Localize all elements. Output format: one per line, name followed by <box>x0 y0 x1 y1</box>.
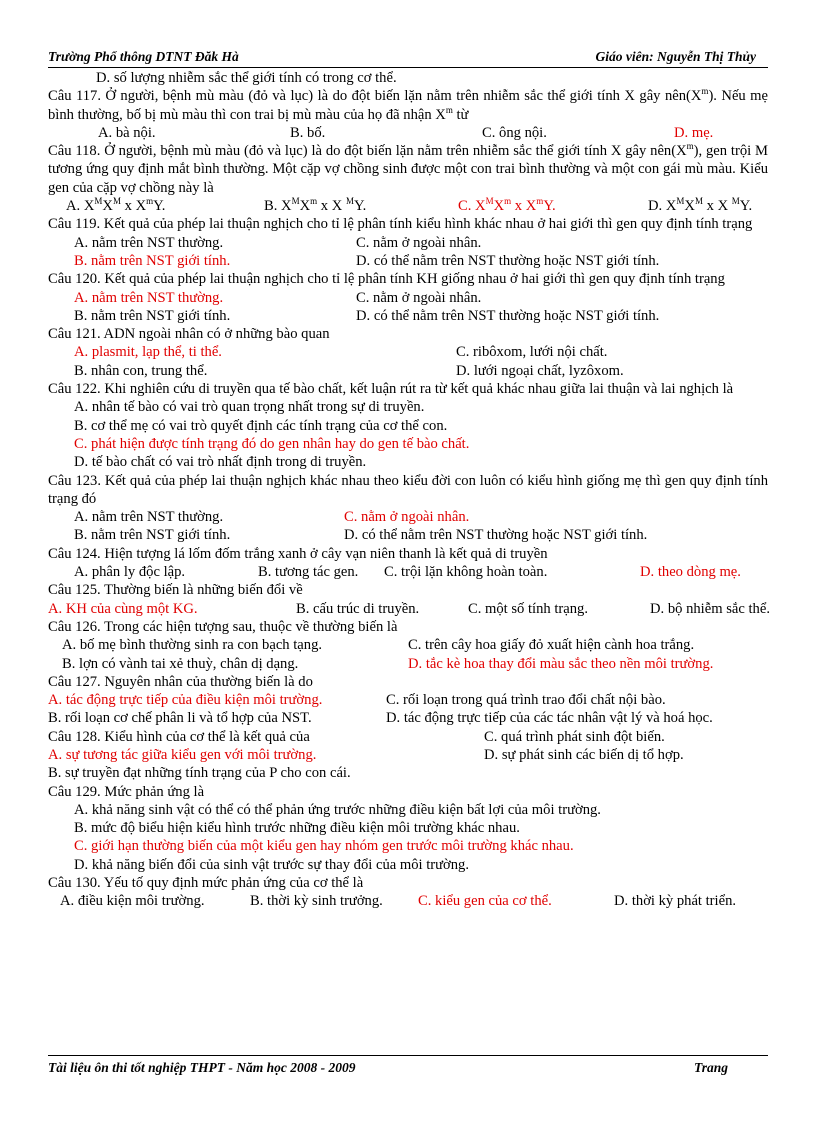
page-label: Trang <box>693 1060 728 1075</box>
answer-d[interactable]: D. theo dòng mẹ. <box>640 564 741 581</box>
question-118: Câu 118. Ở người, bệnh mù màu (đỏ và lục) là do đột biến lặn nằm trên nhiễm sắc thể giới tính X gây $nên(X^m)$, gen trội M tương ứng quy định mắt bình thường. Một cặp vợ chồng sinh được một con trai bình thường và một con gái mù màu. Kiểu gen của cặp vợ chồng này là <box>48 141 768 196</box>
answer-b[interactable]: B. bố. <box>290 124 326 141</box>
option-line: D. số lượng nhiễm sắc thể giới tính có trong cơ thể. <box>96 70 397 86</box>
answer-c[interactable]: C. trội lặn không hoàn toàn. <box>384 564 548 581</box>
answer-a[interactable]: A. tác động trực tiếp của điều kiện môi trường. <box>48 692 323 709</box>
answer-d[interactable]: D. tắc kè hoa thay đổi màu sắc theo nền môi trường. <box>408 655 714 672</box>
answer-d[interactable]: D. có thể nằm trên NST thường hoặc NST giới tính. <box>344 527 648 544</box>
answer-c[interactable]: C. $X^MX^m$ x $X^mY$. <box>458 196 556 215</box>
answer-d[interactable]: D. tế bào chất có vai trò nhất định trong di truyền. <box>74 454 367 471</box>
page-footer <box>48 1055 768 1078</box>
answer-c[interactable]: C. rối loạn trong quá trình trao đổi chất nội bào. <box>386 692 666 709</box>
answer-d[interactable]: D. có thể nằm trên NST thường hoặc NST giới tính. <box>356 307 660 324</box>
answer-b[interactable]: B. mức độ biểu hiện kiểu hình trước những điều kiện môi trường khác nhau. <box>74 820 520 837</box>
answer-c[interactable]: C. nằm ở ngoài nhân. <box>344 509 470 526</box>
answer-a[interactable]: A. khả năng sinh vật có thể có thể phản ứng trước những điều kiện bất lợi của môi trường. <box>74 801 601 818</box>
question-121: Câu 121. ADN ngoài nhân có ở những bào quan <box>48 326 330 343</box>
answer-d[interactable]: D. mẹ. <box>674 124 714 141</box>
answers-117 <box>48 124 768 142</box>
answer-a[interactable]: A. bố mẹ bình thường sinh ra con bạch tạng. <box>62 637 323 654</box>
answer-b[interactable]: B. nhân con, trung thể. <box>74 362 208 379</box>
answer-a[interactable]: A. $X^MX^M$ x $X^mY$. <box>66 196 166 215</box>
question-126: Câu 126. Trong các hiện tượng sau, thuộc về thường biến là <box>48 618 398 635</box>
answer-d[interactable]: D. $X^MX^M$ x X $^M$Y. <box>648 196 753 215</box>
question-124: Câu 124. Hiện tượng lá lốm đốm trắng xanh ở cây vạn niên thanh là kết quả di truyền <box>48 545 548 562</box>
answer-a[interactable]: A. sự tương tác giữa kiểu gen với môi trường. <box>48 746 317 763</box>
quiz-content <box>48 69 768 911</box>
answer-b[interactable]: B. sự truyền đạt những tính trạng của P cho con cái. <box>48 765 351 782</box>
question-120: Câu 120. Kết quả của phép lai thuận nghịch cho tỉ lệ phân tính KH giống nhau ở hai giới thì gen quy định tính trạng <box>48 271 725 288</box>
answer-a[interactable]: A. nằm trên NST thường. <box>74 234 224 251</box>
answer-a[interactable]: A. nằm trên NST thường. <box>74 509 224 526</box>
answer-c[interactable]: C. nằm ở ngoài nhân. <box>356 234 482 251</box>
answer-a[interactable]: A. nằm trên NST thường. <box>74 289 224 306</box>
question-125: Câu 125. Thường biến là những biến đổi về <box>48 582 303 599</box>
answer-d[interactable]: D. tác động trực tiếp của các tác nhân vật lý và hoá học. <box>386 710 713 727</box>
answer-b[interactable]: B. nằm trên NST giới tính. <box>74 307 231 324</box>
answer-d[interactable]: D. có thể nằm trên NST thường hoặc NST giới tính. <box>356 252 660 269</box>
answer-b[interactable]: B. cấu trúc di truyền. <box>296 600 420 617</box>
answer-b[interactable]: B. nằm trên NST giới tính. <box>74 252 231 269</box>
answer-c[interactable]: C. ông nội. <box>482 124 547 141</box>
answer-a[interactable]: A. KH của cùng một KG. <box>48 600 198 617</box>
footer-title: Tài liệu ôn thi tốt nghiệp THPT - Năm học 2008 - 2009 <box>48 1060 356 1075</box>
answer-b[interactable]: B. nằm trên NST giới tính. <box>74 527 231 544</box>
answer-c[interactable]: C. quá trình phát sinh đột biến. <box>484 728 665 745</box>
answer-d[interactable]: D. thời kỳ phát triển. <box>614 893 737 910</box>
answer-a[interactable]: A. điều kiện môi trường. <box>60 893 205 910</box>
teacher-name: Giáo viên: Nguyễn Thị Thủy <box>595 49 756 64</box>
answer-d[interactable]: D. khả năng biến đổi của sinh vật trước sự thay đổi của môi trường. <box>74 856 470 873</box>
answer-a[interactable]: A. plasmit, lạp thể, ti thể. <box>74 344 222 361</box>
question-128: Câu 128. Kiểu hình của cơ thể là kết quả của <box>48 728 310 745</box>
answer-c[interactable]: C. phát hiện được tính trạng đó do gen nhân hay do gen tế bào chất. <box>74 435 470 452</box>
question-130: Câu 130. Yếu tố quy định mức phản ứng của cơ thể là <box>48 875 364 892</box>
question-127: Câu 127. Nguyên nhân của thường biến là do <box>48 673 313 690</box>
answer-b[interactable]: B. lợn có vành tai xẻ thuỳ, chân dị dạng. <box>62 655 299 672</box>
answer-a[interactable]: A. phân ly độc lập. <box>74 564 186 581</box>
answer-c[interactable]: C. nằm ở ngoài nhân. <box>356 289 482 306</box>
question-119: Câu 119. Kết quả của phép lai thuận nghịch cho tỉ lệ phân tính kiểu hình khác nhau ở hai giới thì gen quy định tính trạng <box>48 216 753 233</box>
answer-c[interactable]: C. giới hạn thường biến của một kiểu gen hay nhóm gen trước môi trường khác nhau. <box>74 838 574 855</box>
answer-c[interactable]: C. ribôxom, lưới nội chất. <box>456 344 608 361</box>
question-129: Câu 129. Mức phản ứng là <box>48 783 205 800</box>
question-117: Câu 117. Ở người, bệnh mù màu (đỏ và lục) là do đột biến lặn nằm trên nhiễm sắc thể giới tính X gây $nên(X^m)$. Nếu mẹ bình thường, bố bị mù màu thì con trai bị mù màu của họ đã nhận $X^m$ từ <box>48 86 769 123</box>
answer-a[interactable]: A. bà nội. <box>98 124 156 141</box>
question-122: Câu 122. Khi nghiên cứu di truyền qua tế bào chất, kết luận rút ra từ kết quả khác nhau giữa lai thuận và lai nghịch là <box>48 381 734 398</box>
answer-b[interactable]: B. cơ thể mẹ có vai trò quyết định các tính trạng của cơ thể con. <box>74 417 448 434</box>
answer-b[interactable]: B. rối loạn cơ chế phân li và tổ hợp của NST. <box>48 710 312 727</box>
answer-d[interactable]: D. bộ nhiễm sắc thể. <box>650 600 770 617</box>
answer-d[interactable]: D. sự phát sinh các biến dị tổ hợp. <box>484 746 684 763</box>
answer-a[interactable]: A. nhân tế bào có vai trò quan trọng nhất trong sự di truyền. <box>74 399 425 416</box>
answer-b[interactable]: B. $X^MX^m$ x X $^M$Y. <box>264 196 367 215</box>
question-123: Câu 123. Kết quả của phép lai thuận nghịch khác nhau theo kiểu đời con luôn có kiểu hình giống mẹ thì gen quy định tính trạng đó <box>48 472 768 507</box>
answer-c[interactable]: C. một số tính trạng. <box>468 600 588 617</box>
answer-c[interactable]: C. kiểu gen của cơ thể. <box>418 893 552 910</box>
school-name: Trường Phổ thông DTNT Đăk Hà <box>48 49 239 64</box>
answer-b[interactable]: B. tương tác gen. <box>258 564 359 581</box>
page-header <box>48 49 768 68</box>
answer-b[interactable]: B. thời kỳ sinh trưởng. <box>250 893 383 910</box>
answer-d[interactable]: D. lưới ngoại chất, lyzôxom. <box>456 362 624 379</box>
answer-c[interactable]: C. trên cây hoa giấy đỏ xuất hiện cành hoa trắng. <box>408 637 695 654</box>
answers-118 <box>48 197 768 215</box>
